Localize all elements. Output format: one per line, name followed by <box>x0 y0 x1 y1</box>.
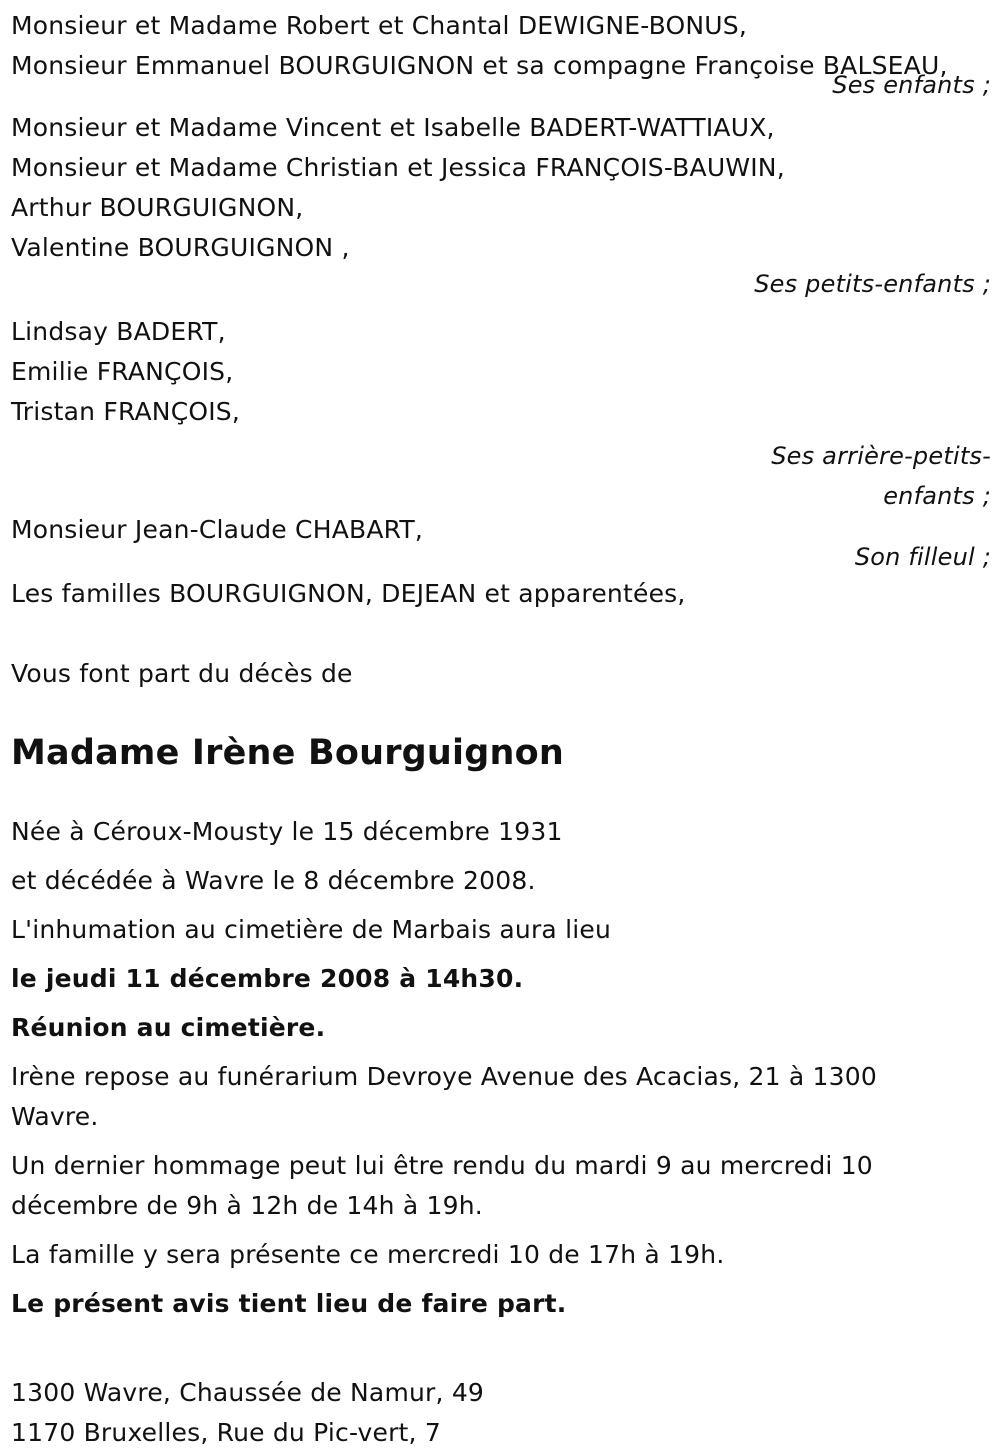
grandchild-line: Arthur BOURGUIGNON, <box>11 193 304 222</box>
great-grandchild-line: Tristan FRANÇOIS, <box>11 397 241 426</box>
grandchildren-group <box>11 108 991 304</box>
tribute-line1: Un dernier hommage peut lui être rendu du mardi 9 au mercredi 10 <box>11 1151 873 1180</box>
family-presence: La famille y sera présente ce mercredi 10 de 17h à 19h. <box>11 1240 725 1269</box>
great-grandchildren-group <box>11 312 991 516</box>
burial-info: L'inhumation au cimetière de Marbais aura lieu <box>11 915 612 944</box>
addresses <box>11 1373 991 1453</box>
child-line: Monsieur et Madame Robert et Chantal DEWIGNE-BONUS, <box>11 11 747 40</box>
deceased-name: Madame Irène Bourguignon <box>11 733 564 773</box>
grandchildren-role: Ses petits-enfants ; <box>754 270 991 298</box>
grandchild-line: Valentine BOURGUIGNON , <box>11 233 350 262</box>
meeting-info: Réunion au cimetière. <box>11 1013 326 1042</box>
grandchild-line: Monsieur et Madame Christian et Jessica FRANÇOIS-BAUWIN, <box>11 153 785 182</box>
announcement: Vous font part du décès de <box>11 659 353 688</box>
great-grandchildren-role-line1: Ses arrière-petits- <box>771 442 991 470</box>
godson-role: Son filleul ; <box>854 543 991 571</box>
rests-info <box>11 1057 991 1137</box>
godson-group <box>11 510 991 580</box>
rests-line2: Wavre. <box>11 1102 99 1131</box>
great-grandchild-line: Emilie FRANÇOIS, <box>11 357 234 386</box>
burial-date: le jeudi 11 décembre 2008 à 14h30. <box>11 964 524 993</box>
address-line: 1170 Bruxelles, Rue du Pic-vert, 7 <box>11 1418 441 1447</box>
birth-info: Née à Céroux-Mousty le 15 décembre 1931 <box>11 817 563 846</box>
rests-line1: Irène repose au funérarium Devroye Avenue des Acacias, 21 à 1300 <box>11 1062 877 1091</box>
death-info: et décédée à Wavre le 8 décembre 2008. <box>11 866 536 895</box>
details-section <box>11 812 991 1324</box>
notice-text: Le présent avis tient lieu de faire part. <box>11 1289 567 1318</box>
godson-line: Monsieur Jean-Claude CHABART, <box>11 515 424 544</box>
great-grandchildren-role-line2: enfants ; <box>883 482 991 510</box>
tribute-info <box>11 1146 991 1226</box>
grandchild-line: Monsieur et Madame Vincent et Isabelle BADERT-WATTIAUX, <box>11 113 775 142</box>
families-line: Les familles BOURGUIGNON, DEJEAN et apparentées, <box>11 579 686 608</box>
great-grandchild-line: Lindsay BADERT, <box>11 317 226 346</box>
address-line: 1300 Wavre, Chaussée de Namur, 49 <box>11 1378 485 1407</box>
death-notice <box>11 6 991 1453</box>
child-line: Monsieur Emmanuel BOURGUIGNON et sa compagne Françoise BALSEAU, <box>11 51 948 80</box>
tribute-line2: décembre de 9h à 12h de 14h à 19h. <box>11 1191 483 1220</box>
children-role: Ses enfants ; <box>832 71 991 99</box>
children-group <box>11 6 991 100</box>
